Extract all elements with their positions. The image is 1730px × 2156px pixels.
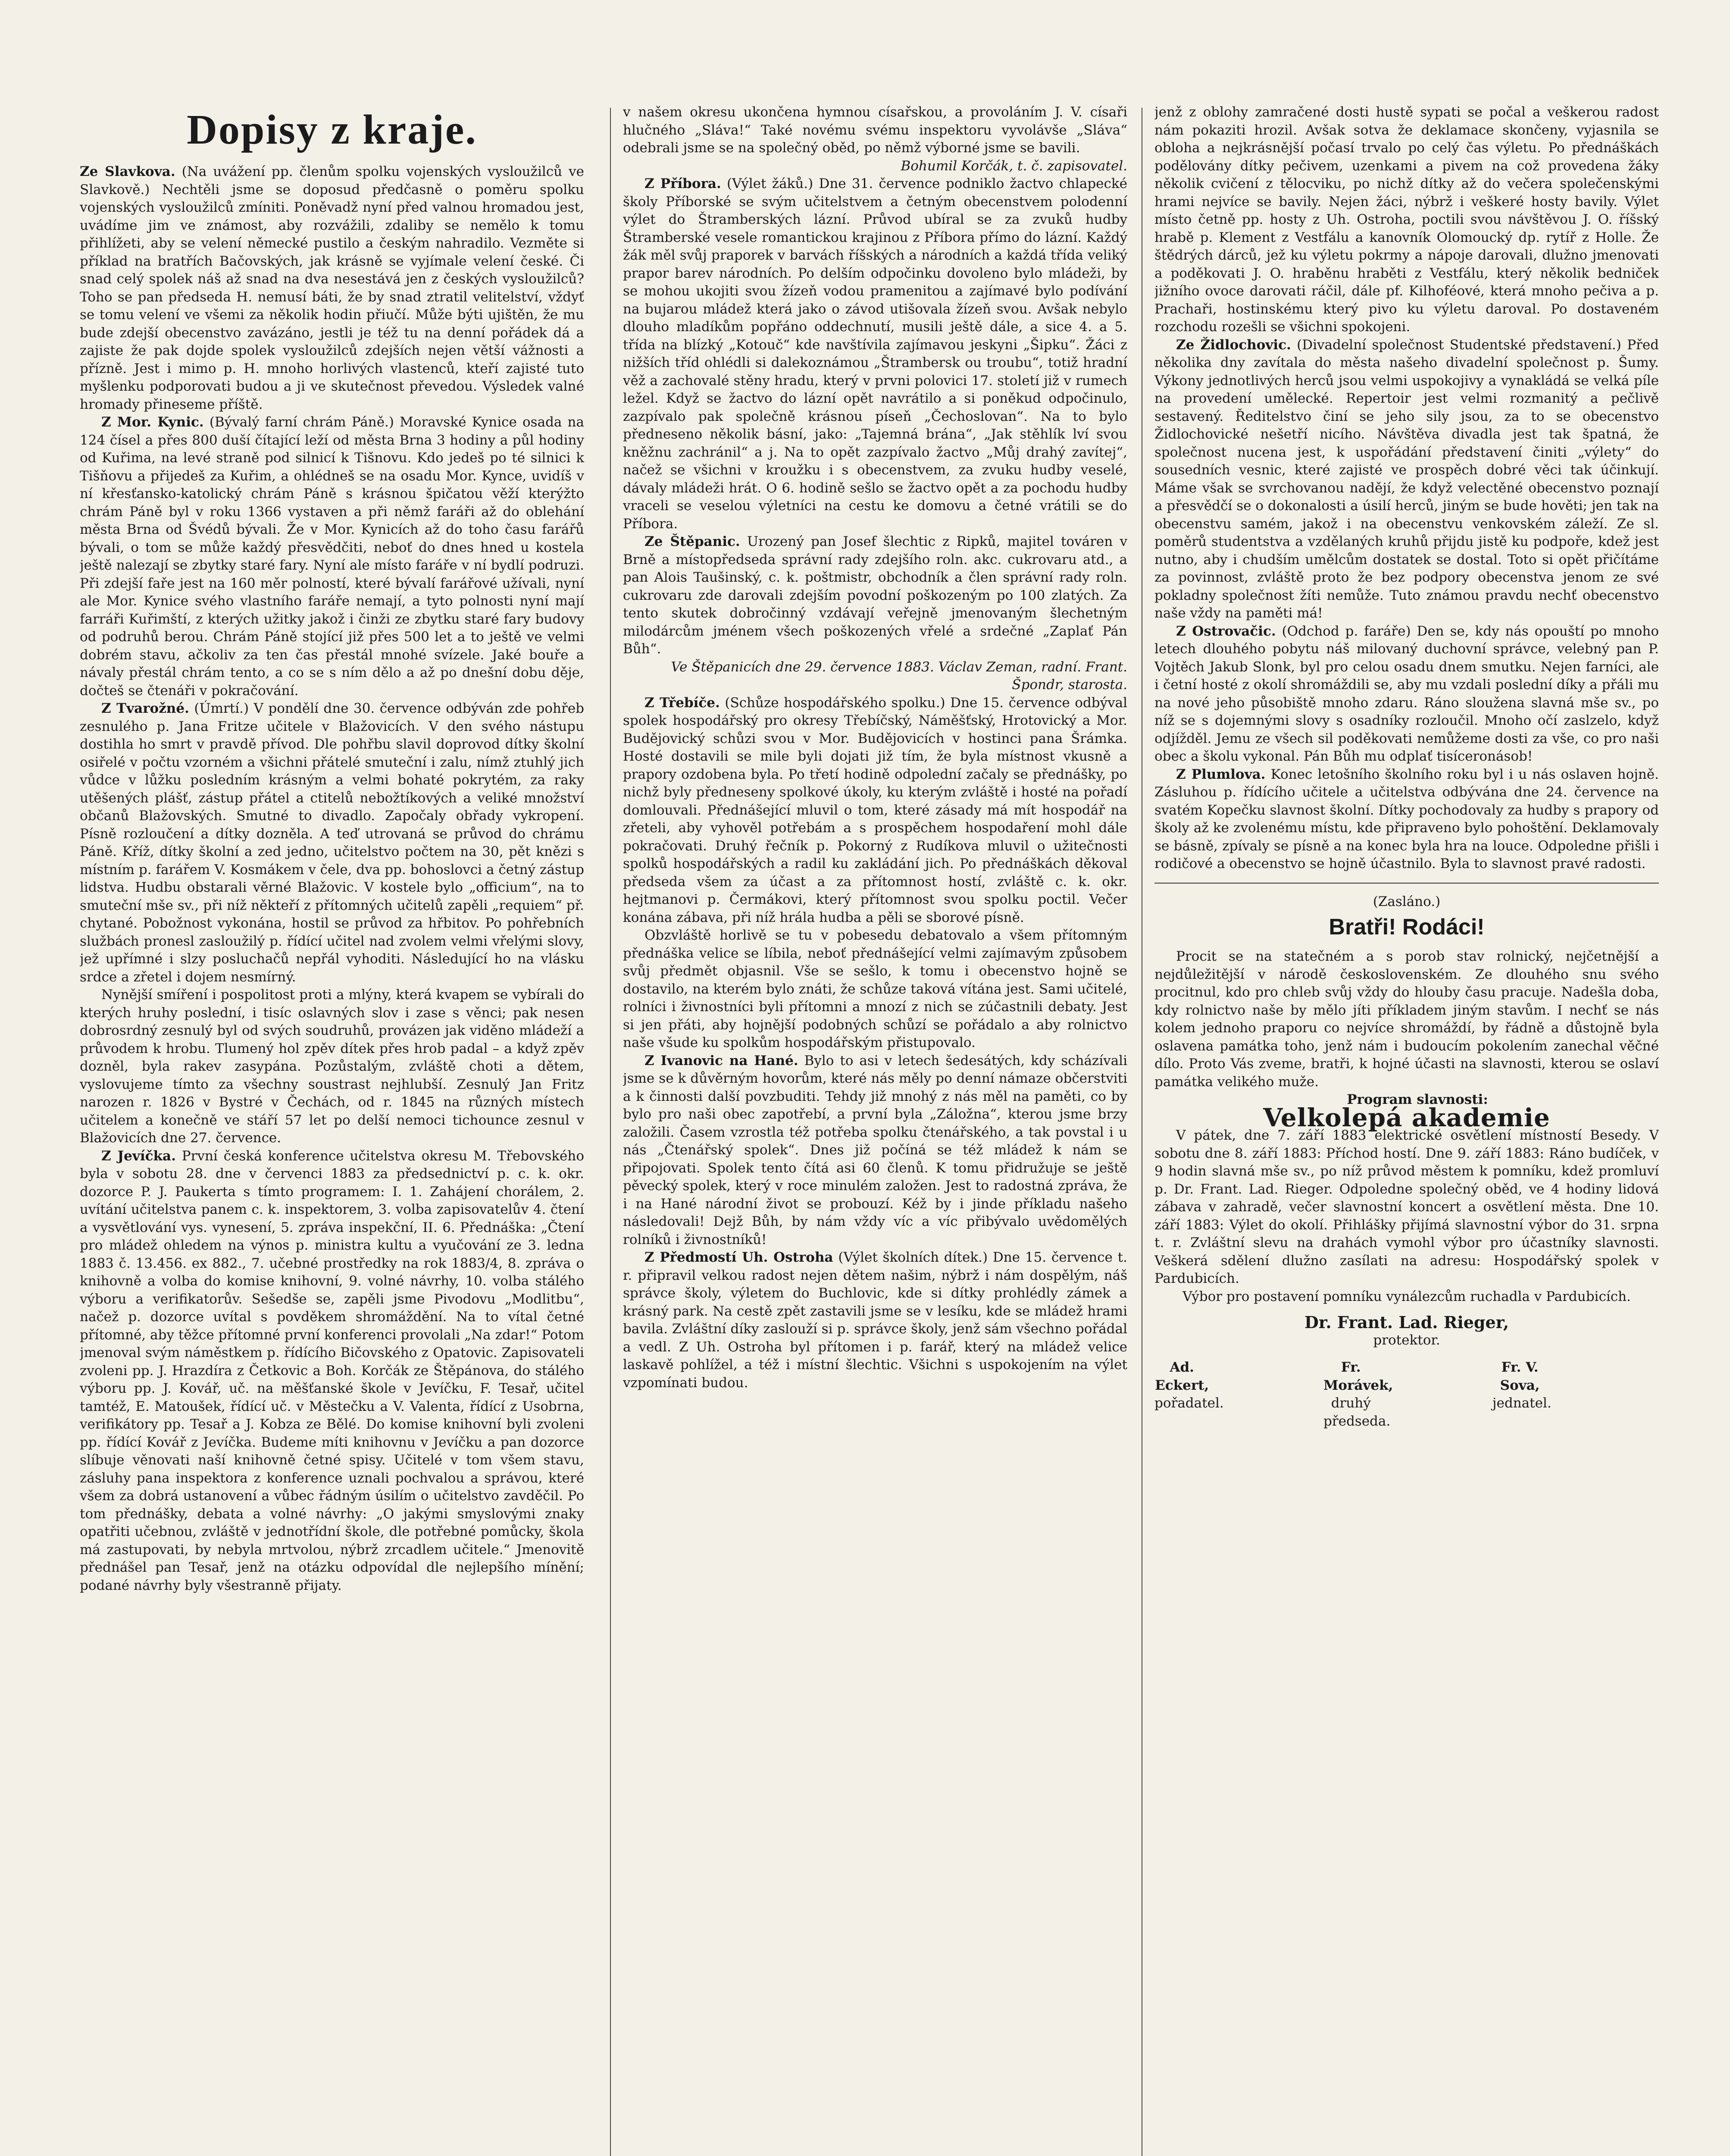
protector-block — [1154, 1313, 1659, 1349]
article-text: Nynější smíření i pospolitost proti a mlýny, která kvapem se vybírali do kterých hruhy poslední, i tisíc oslavných slov i zase s věnci; pak nesen dobrosrdný zesnulý byl od svých soudruhů, provázen jak viděno mládeží a průvodem k hrobu. Tlumený hol zpěv dítek přes hrob padal – a když zpěv dozněl, byla rakev zasypána. Pozůstalým, zvláště choti a dětem, vyslovujeme tímto za všechny soustrast nejhlubší. Zesnulý Jan Fritz narozen r. 1826 v Bystré v Čechách, od r. 1845 na různých místech učitelem a konečně ve stáří 57 let po delší nemoci tichounce zesnul v Blažovicích dne 27. července. — [80, 987, 584, 1146]
academy-title: Velkolepá akademie — [1263, 1103, 1550, 1132]
article-text: v našem okresu ukončena hymnou císařskou, a provoláním J. V. císaři hlučného „Sláva!“ Také novému svému inspektoru vyvolávše „Sláva“ odebrali jsme se na společný oběd, po němž výborné jsme se bavili. — [623, 104, 1127, 156]
signatory-role: pořadatel. — [1154, 1395, 1224, 1411]
article — [1154, 336, 1659, 623]
signature: Bohumil Korčák, t. č. zapisovatel. — [901, 158, 1127, 174]
article — [623, 1052, 1127, 1249]
article-heading: Z Ostrovačic. — [1176, 623, 1276, 639]
article — [623, 533, 1127, 658]
article-text: Procit se na statečném a s porob stav rolnický, nejčetnější a nejdůležitější v národě československém. Ze dlouhého snu svého procitnul, kdo pro chleb svůj vždy do hlouby času pracuje. Nadešla doba, kdy rolnictvo naše by mělo jíti příkladem jiným stavům. I nechť se nás kolem jednoho praporu co nejvíce shromáždí, by řádně a důstojně byla oslavena památka toho, jenž nám i budoucím pokolením zanechal věčné dílo. Proto Vás zveme, bratři, k hojné účasti na slavnosti, kterou se oslaví památka velikého muže. — [1154, 949, 1659, 1090]
article — [623, 103, 1127, 157]
article-text: První česká konference učitelstva okresu M. Třebovského byla v sobotu 28. dne v červenci 1883 za předsednictví p. c. k. okr. dozorce P. J. Paukerta s tímto programem: I. 1. Zahájení chorálem, 2. uvítání učitelstva panem c. k. inspektorem, 3. volba zapisovatelův 4. čtení a vysvětlování vys. vynesení, 5. zpráva inspekční, II. 6. Přednáška: „Čtení pro mládež ohledem na výnos p. ministra kultu a vyučování ze 3. ledna 1883 č. 13.456. ex 882., 7. učebné prostředky na rok 1883/4, 8. zpráva o knihovně a volba do komise knihovní, 9. volné návrhy, 10. volba stálého výboru a verifikatorův. Sešedše se, zapěli jsme Pivodovu „Modlitbu“, načež p. dozorce uvítal s povděkem shromáždění. Na to vítal četné přítomné, aby těžce přítomné první konferenci provolali „Na zdar!“ Potom jmenoval svým náměstkem p. řídícího Bičovského z Opatovic. Zapisovateli zvoleni pp. J. Hrazdíra z Četkovic a Boh. Korčák ze Štěpánova, do stálého výboru pp. J. Kovář, uč. na měšťanské škole v Jevíčku, F. Tesař, učitel tamtéž, E. Matoušek, řídící uč. v Městečku a V. Valenta, řídící z Usobrna, verifikátory pp. Tesař a J. Kobza ze Bělé. Do komise knihovní byli zvoleni pp. řídící Kovář z Jevíčka. Budeme míti knihovnu v Jevíčku a pan dozorce slíbuje věnovati naší knihovně četné spisy. Učitelé v tom všem stavu, zásluhy pana inspektora z konference uznali pochvalou a správou, které všem za dobrá ustanovení a vůbec řádným úsilím o učitelstvo zavděčil. Po tom přednášky, debata a volné návrhy: „O jakými smyslovými znaky opatřiti učebnou, zvláště v jednotřídní škole, dle potřebné pomůcky, škola má zastupovati, by nebyla mrtvolou, nýbrž zrcadlem učitele.“ Jmenovitě přednášel pan Tesař, jenž na otázku odpovídal dle nejlepšího mínění; podané návrhy byly všestranně přijaty. — [80, 1148, 584, 1593]
article-heading: Ze Štěpanic. — [644, 534, 740, 549]
article-text: (Na uvážení pp. členům spolku vojenských vysloužilců ve Slavkově.) Nechtěli jsme se doposud předčasně o poměru spolku vojenských vysloužilců zmíniti. Poněvadž nyní před valnou hromadou jest, uvádíme jim ve známost, aby rozvážili, zdaliby se nemělo k tomu přihlížeti, aby se velení německé pustilo a českým nahradilo. Vezměte si příklad na bratřích Bačovských, jak krásně se vyjímale velení české. Či snad celý spolek náš až snad na dva nesestává jen z českých vysloužilců? Toho se pan předseda H. nemusí báti, že by snad ztratil velitelství, vždyť se tomu velení ve všemi za několik hodin přiučí. Může býti ujištěn, že mu bude zdejší obecenstvo zavázáno, jestli je též tu na denní pořádek dá a zajiste že pak dojde spolek vysloužilců zdejších nejen větší vážnosti a přízně. Jest i mimo p. H. mnoho horlivých vlastenců, kteří zajisté tuto myšlenku podporovati budou a ji ve skutečnost převedou. Výsledek valné hromady přineseme příště. — [80, 164, 584, 412]
article — [80, 986, 584, 1147]
masthead-title: Dopisy z kraje. — [187, 107, 477, 153]
article — [623, 927, 1127, 1052]
article-text: jenž z oblohy zamračené dosti hustě sypati se počal a veškerou radost nám pokaziti hrozil. Avšak sotva že deklamace skončeny, vyjasnila se obloha a nejkrásnější počasí trvalo po celý čas výletu. Po přednáškách podělovány dítky pečivem, uzenkami a pivem na což provedena žáky několik cvičení z tělocviku, po nichž dítky až do večera společenskými hrami nejvíce se bavily. Nejen žáci, nýbrž i veškeré hosty bavily. Výlet místo četně pp. hosty z Uh. Ostroha, poctili svou návštěvou J. O. říšský hrabě p. Klement z Vestfálu a kanovník Olomoucký dp. rytíř z Holle. Že štědrých dárců, jež ku výletu pokrmy a nápoje darovali, dlužno jmenovati a poděkovati J. O. hraběnu hraběti z Vestfálu, který několik bedniček jižního ovoce darovati ráčil, dále pf. Kilhoféové, která mnoho pečiva a p. Prachaři, hostinskému který pivo ku výletu daroval. Po dostaveném rozchodu rozešli se všichni spokojeni. — [1154, 104, 1659, 335]
signatory-name: Ad. Eckert, — [1155, 1360, 1209, 1393]
column-1 — [80, 103, 584, 2156]
signatories — [1154, 1359, 1659, 1430]
signatory-name: Fr. V. Sova, — [1500, 1360, 1540, 1393]
article-text: Urozený pan Josef šlechtic z Ripků, majitel továren v Brně a místopředseda správní rady zdejšího roln. akc. cukrovaru atd., a pan Alois Taušinský, c. k. poštmistr, obchodník a člen správní rady roln. cukrovaru zde darovali zdejším povodní poškozeným po 100 zlatých. Za tento skutek dobročinný vzdávají veřejně jmenovaným šlechetným milodárcům jménem všech poškozených vřelé a srdečné „Zaplať Pán Bůh“. — [623, 534, 1127, 657]
article — [1154, 103, 1659, 336]
column-2 — [623, 103, 1127, 2156]
signatory-name: Fr. Morávek, — [1323, 1360, 1393, 1393]
article-heading: Z Ivanovic na Hané. — [644, 1053, 798, 1069]
protector-role: protektor. — [1373, 1332, 1440, 1348]
article-heading: Z Předmostí Uh. Ostroha — [644, 1250, 833, 1265]
article-text: (Odchod p. faráře) Den se, kdy nás opouští po mnoho letech dlouhého pobytu náš milovaný duchovní správce, velebný pan P. Vojtěch Jakub Slonk, byl pro celou osadu dnem smutku. Nejen farníci, ale i četní hosté z okolí shromáždili se, aby mu vzdali poslední díky a přáli mu na nové jeho působiště mnoho zdaru. Ráno sloužena slavná mše sv., po níž se s dojemnými slovy s osadníky rozloučil. Mnoho očí zaslzelo, když odjížděl. Jemu ze všech sil poděkovati nemůžeme dosti za vše, co pro naši obec a školu vykonal. Pán Bůh mu odplať tisíceronásob! — [1154, 623, 1659, 764]
protector-name: Dr. Frant. Lad. Rieger, — [1304, 1313, 1509, 1332]
program-label: Program slavnosti: — [1347, 1092, 1488, 1107]
column-3 — [1154, 103, 1659, 2156]
article-text: (Úmrtí.) V pondělí dne 30. července odbýván zde pohřeb zesnulého p. Jana Fritze učitele v Blažovicích. V den svého nástupu dostihla ho smrt v pravdě přívod. Dle pohřbu slavil doprovod dítky školní osiřelé v počtu vzorném a všichni přátelé smuteční i zalu, nímž ztuhlý jich vůdce v lůžku posledním krásným a velmi bohaté pokrytém, za raky utěšených plášť, zástup přátel a ctitelů nebožtíkových a veliké množství občanů Blažovských. Smutné to divadlo. Započaly obřady vykropení. Písně rozloučení a dítky dozněla. A teď utrovaná se průvod do chrámu Páně. Kříž, dítky školní a zed jedno, učitelstvo počtem na 30, pět knězi s místním p. farářem V. Kosmákem v čele, dva pp. bohoslovci a četný zástup lidstva. Hudbu obstarali věrné Blažovic. V kostele bylo „officium“, na to smuteční mše sv., při níž někteří z přítomných učitelů zapěli „requiem“ př. chytané. Pobožnost vykonána, hostil se průvod za hřbitov. Po pohřebních službách pronesl zasloužilý p. řídící učitel nad zvolem velmi vřelými slovy, jež upřímné i slzy posluchačů nepřál vyhoditi. Následující ho na vlásku srdce a zřetel i dojem nesmírný. — [80, 701, 584, 985]
signature: Ve Štěpanicích dne 29. července 1883. Václav Zeman, radní. Frant. Špondr, starosta. — [671, 659, 1127, 693]
appeal-title: Bratři! Rodáci! — [1329, 915, 1485, 940]
article-text: Konec letošního školního roku byl i u nás oslaven hojně. Zásluhou p. řídícího učitele a učitelstva odbývána dne 24. července na svatém Kopečku slavnost školní. Dítky pochodovaly za hudby s prapory od školy až ke zvolenému místu, kde připraveno bylo pohoštění. Deklamovaly se básně, zpívaly se písně a na konec byla hra na louce. Odpoledne přišli i rodičové a obecenstvo se hojně účastnilo. Byla to slavnost pravé radosti. — [1154, 766, 1659, 871]
article-heading: Z Mor. Kynic. — [101, 414, 204, 430]
signatory — [1154, 1359, 1321, 1430]
article-heading: Z Jevíčka. — [101, 1148, 176, 1164]
signatory — [1492, 1359, 1659, 1430]
article — [623, 175, 1127, 533]
zaslano-label: (Zasláno.) — [1373, 893, 1441, 909]
article — [1154, 766, 1659, 873]
article-heading: Z Tvarožné. — [101, 701, 189, 716]
article-text: (Bývalý farní chrám Páně.) Moravské Kynice osada na 124 čísel a přes 800 duší čítající leží od města Brna 3 hodiny a půl hodiny od Kuřima, na levé straně pod silnicí k Tišnovu. Kdo jedeš po té silnici k Tišňovu a přijedeš za Kuřim, a ohlédneš se na osadu Mor. Kynce, uvidíš v ní křesťansko-katolický chrám Páně s krásnou špičatou věží kterýžto chrám Páně byl v roku 1366 vystaven a při němž faráři až do oblehání města Brna od Švédů bývali. Že v Mor. Kynicích až do toho času farářů bývali, o tom se může každý přesvědčiti, neboť do dnes hned u kostela ještě nalezají se zbytky staré fary. Nyní ale místo faráře v ní bydlí podruzi. Při zdejší faře jest na 160 měr polností, které bývalí farářové užívali, nyní ale Mor. Kynice svého vlastního faráře nemají, a tyto polnosti nyní mají farráři Kuřimští, z kterých užitky jakož i činži ze zbytku staré fary budovy od podruhů berou. Chrám Páně stojící již přes 500 let a to ještě ve velmi dobrém stavu, ačkoliv za ten čas přestál mnohé svízele. Jaké bouře a návaly přestál chrám tento, a co se s ním dělo a až po dnešní dobu děje, dočteš se čtenáři v pokračování. — [80, 414, 584, 699]
article — [80, 1147, 584, 1595]
article-text: (Divadelní společnost Studentské představení.) Před několika dny zavítala do města našeho divadelní společnost p. Šumy. Výkony jednotlivých herců jsou velmi uspokojivy a vynakládá se velká píle na provedení umělecké. Repertoir jest velmi rozmanitý a pečlivě sestavený. Ředitelstvo činí se jeho sily jsou, za to se obecenstvo Židlochovické nešetří nicího. Návštěva divadla jest tak špatná, že společnost nucena jest, k uspořádání představení činiti „výlety“ do sousedních vesnic, které zajisté ve prospěch dobré věci tak účinkují. Máme však se svrchovanou nadějí, že když velectěné obecenstvo poznají a přesvědčí se o dokonalosti a úsilí herců, jiným se bude hověti; jen tak na obecenstvu samém, jakož i na obecenstvu venkovském záleží. Ze sl. poměrů studentstva a vzdělaných kruhů přijdu jistě ku podpoře, kdež jest nutno, aby i chudším umělcům dostatek se dostal. Toto si opět přičítáme za povinnost, zvláště proto že bez podpory obecenstva jenom ze své pokladny společnost žíti nemůže. Tuto známou pravdu nechť obecenstvo naše vždy na paměti má! — [1154, 337, 1659, 621]
article — [80, 700, 584, 986]
article-heading: Ze Židlochovic. — [1176, 337, 1291, 353]
article-heading: Z Příbora. — [644, 176, 721, 191]
committee-line: Výbor pro postavení pomníku vynálezcům ruchadla v Pardubicích. — [1183, 1288, 1631, 1304]
program-text — [1154, 1127, 1659, 1288]
article — [80, 163, 584, 414]
article-text: (Výlet školních dítek.) Dne 15. července t. r. připravil velkou radost nejen dětem našim, nýbrž i nám dospělým, náš správce školy, výletem do Buchlovic, kde si dítky prohlédly zámek a krásný park. Na cestě zpět zastavili jsme se v lesíku, kde se mládež hrami bavila. Zvláštní díky zaslouží si p. správce školy, jenž sám všechno pořádal a vedl. Z Uh. Ostroha byl přítomen i p. farář, který na mládež velice laskavě pohlížel, a též i místní šlechtic. Všichni s uspokojením na výlet vzpomínati budou. — [623, 1250, 1127, 1391]
article-heading: Z Třebíče. — [644, 695, 720, 711]
article — [623, 694, 1127, 927]
article-text: Obzvláště horlivě se tu v pobesedu debatovalo a všem přítomným přednáška velice se líbila, neboť přednášející velmi zajímavým způsobem svůj předmět objasnil. Vše se sešlo, k tomu i obecenstvo hojně se dostavilo, na kterém bylo znáti, že schůze taková vítána jest. Sami učitelé, rolníci i živnostníci byli přítomni a mnozí z nich se zúčastnili debaty. Jest si jen přáti, aby hojnější podobných schůzí se pořádalo a aby rolnictvo naše všude ku spolkům hospodářským přistupovalo. — [623, 928, 1127, 1050]
article — [623, 1249, 1127, 1392]
article-text: (Výlet žáků.) Dne 31. července podniklo žactvo chlapecké školy Příborské se svým učitelstvem a četným obecenstvem polodenní výlet do Štramberských lázní. Průvod ubíral se za zvuků hudby Štramberské vesele romantickou krajinou z Příbora přímo do lázní. Každý žák měl svůj praporek v barvách říšských a národních a každá třída veliký prapor barev národních. Po delším odpočinku dovoleno bylo mládeži, by se mohou ukojiti svou žízeň vodou pramenitou a zajímavé bylo podívání na bujarou mládež která jako o závod utišovala žízeň svou. Avšak nebylo dlouho mladíkům popřáno oddechnutí, musili ještě dále, a sice 4. a 5. třída na blízký „Kotouč“ kde navštívila zajímavou jeskyni „Šipku“. Žáci z nižších tříd ohlédli si dalekoznámou „Štrambersk ou troubu“, totiž hradní věž a zachovalé stěny hradu, který v prvni polovici 17. století již v rumech ležel. Když se žactvo do lázní opět navrátilo a si poněkud odpočinulo, zazpívalo pak společně krásnou píseň „Čechoslovan“. Na to bylo předneseno několik básní, jako: „Tajemná brána“, „Jak stěhlík lví svou kněžnu zachránil“ a j. Na to opět zazpívalo žactvo „Můj drahý zavítej“, načež se všichni v kroužku i s obecenstvem, za zvuku hudby veselé, dávaly mládeži hrát. O 6. hodině sešlo se žactvo opět a za pochodu hudby vraceli se veselou výletníci na cestu ke domovu a četné vrátili se do Příbora. — [623, 176, 1127, 532]
signatory-role: jednatel. — [1492, 1395, 1552, 1411]
article — [1154, 623, 1659, 766]
article-text: Bylo to asi v letech šedesátých, kdy scházívali jsme se k důvěrným hovorům, které nás měly po denní námaze občerstviti a k činnosti další povzbuditi. Tehdy již mnohý z nás měl na paměti, co by bylo pro naši obec zapotřebí, a první byla „Záložna“, kterou jsme brzy založili. Časem vzrostla též potřeba spolku čtenářského, a tak povstal i u nás „Čtenářský spolek“. Dnes již počíná se též mládež k nám se připojovati. Spolek tento čítá asi 60 členů. K tomu přidružuje se ještě pěvecký spolek, který v roce minulém založen. Jest to radostná zpráva, že i na Hané národní život se probouzí. Kéž by i jinde příkladu našeho následovali! Dejž Bůh, by nám vždy víc a víc přibývalo uvědomělých rolníků i živnostníků! — [623, 1053, 1127, 1247]
article — [80, 414, 584, 700]
column-divider — [610, 108, 611, 2156]
signatory — [1323, 1359, 1490, 1430]
article-text: V pátek, dne 7. září 1883 elektrické osvětlení místností Besedy. V sobotu dne 8. září 1883: Příchod hostí. Dne 9. září 1883: Ráno budíček, v 9 hodin slavná mše sv., po níž průvod městem k pomníku, kdež promluví p. Dr. Frant. Lad. Rieger. Odpoledne společný oběd, ve 4 hodiny lidová zábava v zahradě, večer slavnostní koncert a osvětlení města. Dne 10. září 1883: Výlet do okolí. Přihlášky přijímá slavnostní výbor do 31. srpna t. r. Zvláštní slevu na drahách vymohl výbor pro účastníky slavnosti. Veškerá sdělení dlužno zasílati na adresu: Hospodářský spolek v Pardubicích. — [1154, 1128, 1659, 1286]
section-divider — [1154, 883, 1659, 884]
signatory-role: druhý předseda. — [1323, 1395, 1391, 1429]
appeal-text — [1154, 948, 1659, 1091]
article-text: (Schůze hospodářského spolku.) Dne 15. července odbýval spolek hospodářský pro okresy Třebíčský, Náměšťský, Hrotovický a Mor. Budějovický schůzi svou v Mor. Budějovicích v hostinci pana Šrámka. Hosté dostavili se mile byli dojati již tím, že byla místnost vkusně a prapory ozdobena byla. Po třetí hodině odpolední začaly se přednášky, po nichž byly předneseny spolkové úkoly, ku kterým zvláště i hosté na pořadí domlouvali. Přednášející mluvil o tom, které zásady má mít hospodář na zřeteli, aby vyhověl potřebám a s prospěchem hospodaření mohl dále pokračovati. Druhý řečník p. Pokorný z Rudíkova mluvil o užitečnosti spolků hospodářských a radil ku zakládání jich. Po přednáškách děkoval předseda všem za účast a za přítomnost hostí, zvláště c. k. okr. hejtmanovi p. Čermákovi, který přítomnost svou spolku poctil. Večer konána zábava, při níž hrála hudba a pěli se sborové písně. — [623, 695, 1127, 925]
article-heading: Ze Slavkova. — [80, 164, 175, 179]
article-heading: Z Plumlova. — [1176, 766, 1266, 782]
